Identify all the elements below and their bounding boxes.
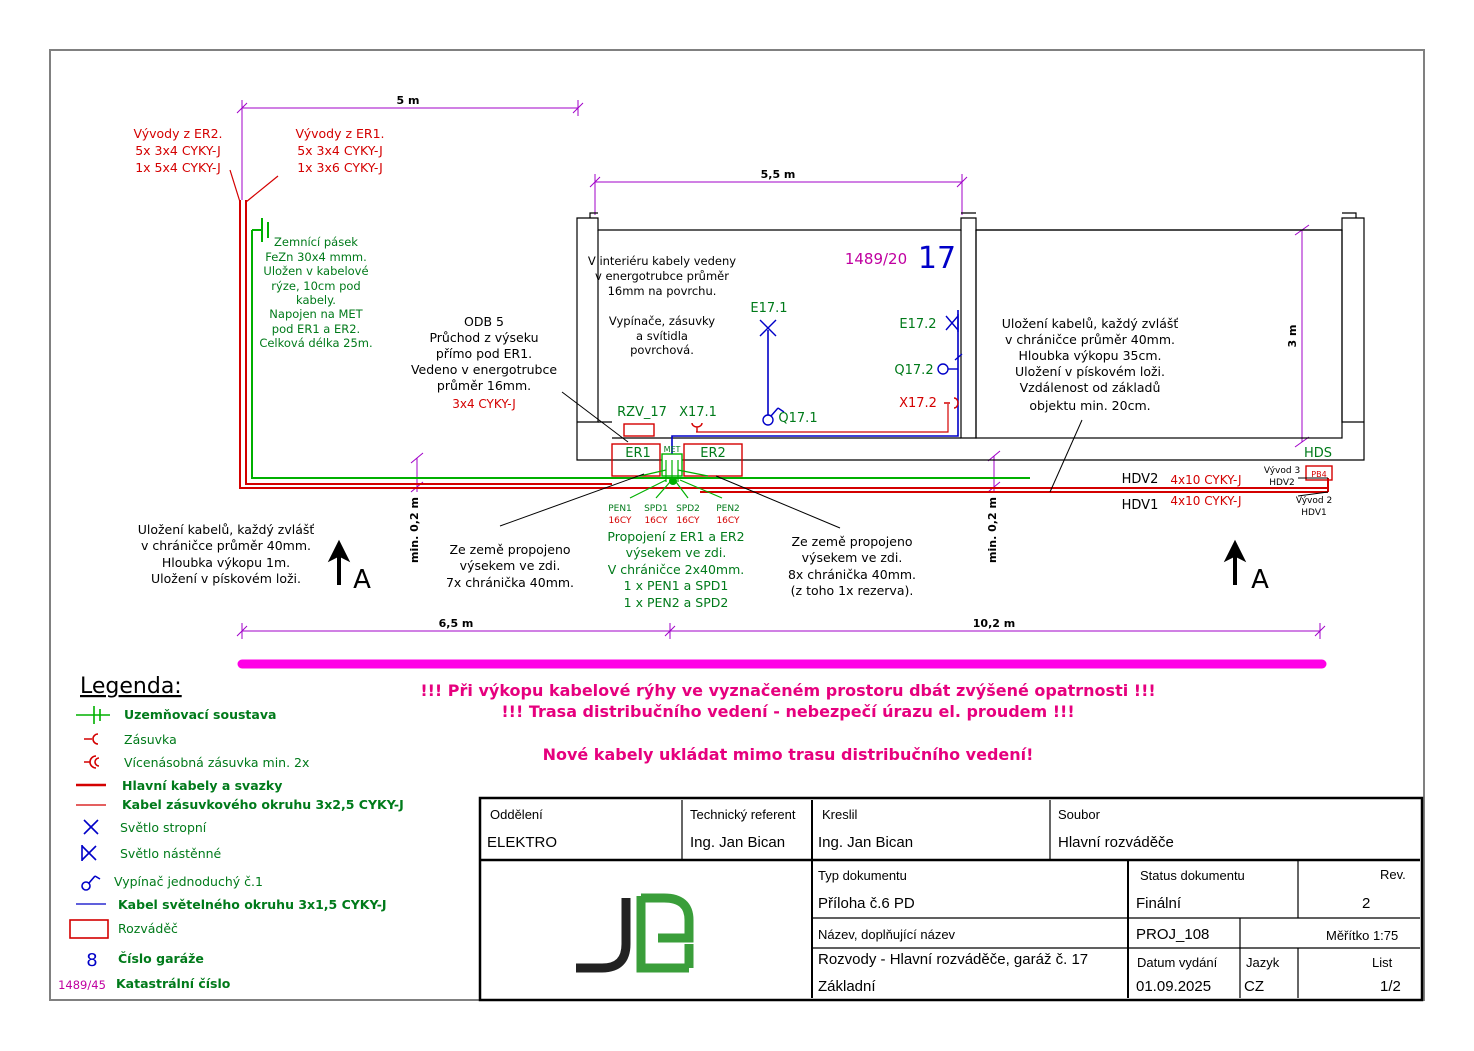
tb-datum-label: Datum vydání bbox=[1137, 955, 1218, 970]
tb-oddeleni: ELEKTRO bbox=[487, 834, 558, 851]
section-a-right-label: A bbox=[1251, 565, 1269, 595]
svg-text:Vývod 3: Vývod 3 bbox=[1263, 466, 1301, 476]
svg-text:Vývody z ER2.: Vývody z ER2. bbox=[133, 126, 223, 141]
svg-text:V interiéru kabely vedeny: V interiéru kabely vedeny bbox=[587, 254, 737, 268]
tb-typ: Příloha č.6 PD bbox=[818, 895, 915, 912]
svg-text:ODB 5: ODB 5 bbox=[464, 314, 504, 329]
svg-text:Rozváděč: Rozváděč bbox=[118, 921, 178, 936]
svg-text:kabely.: kabely. bbox=[296, 293, 336, 307]
svg-text:průměr 16mm.: průměr 16mm. bbox=[436, 378, 532, 393]
dim-3m: 3 m bbox=[1286, 324, 1299, 348]
svg-text:Hlavní kabely a svazky: Hlavní kabely a svazky bbox=[122, 778, 283, 793]
svg-text:1 x PEN1 a SPD1: 1 x PEN1 a SPD1 bbox=[623, 578, 729, 593]
warning-line-3: Nové kabely ukládat mimo trasu distribučního vedení! bbox=[542, 745, 1034, 764]
tb-kreslil-label: Kreslil bbox=[822, 807, 858, 822]
note-vyvody-er1 bbox=[295, 126, 384, 175]
tb-jazyk-label: Jazyk bbox=[1246, 955, 1280, 970]
tb-nazev1: Rozvody - Hlavní rozváděče, garáž č. 17 bbox=[818, 951, 1089, 968]
terminal-labels bbox=[608, 504, 740, 526]
svg-text:16CY: 16CY bbox=[676, 516, 700, 526]
svg-text:Číslo garáže: Číslo garáže bbox=[118, 951, 204, 966]
tb-typ-label: Typ dokumentu bbox=[818, 868, 907, 883]
svg-text:Celková délka 25m.: Celková délka 25m. bbox=[259, 336, 373, 350]
svg-text:výsekem ve zdi.: výsekem ve zdi. bbox=[459, 558, 561, 573]
note-odb5 bbox=[411, 314, 557, 393]
label-e17-2: E17.2 bbox=[899, 317, 937, 332]
svg-text:16CY: 16CY bbox=[608, 516, 632, 526]
svg-text:V chráničce 2x40mm.: V chráničce 2x40mm. bbox=[607, 562, 745, 577]
svg-text:8x chránička 40mm.: 8x chránička 40mm. bbox=[787, 567, 917, 582]
svg-text:SPD2: SPD2 bbox=[676, 504, 700, 514]
svg-text:7x chránička 40mm.: 7x chránička 40mm. bbox=[445, 575, 575, 590]
tb-list: 1/2 bbox=[1380, 978, 1401, 995]
svg-text:16mm na povrchu.: 16mm na povrchu. bbox=[607, 284, 717, 298]
label-hdv2: HDV2 bbox=[1121, 472, 1159, 487]
svg-text:Vypínače, zásuvky: Vypínače, zásuvky bbox=[608, 314, 716, 328]
legend-sample-parcel: 1489/45 bbox=[58, 978, 106, 992]
svg-text:PEN1: PEN1 bbox=[608, 504, 632, 514]
svg-text:Uložení v pískovém loži.: Uložení v pískovém loži. bbox=[151, 571, 301, 586]
tb-jazyk: CZ bbox=[1244, 978, 1264, 995]
tb-list-label: List bbox=[1372, 955, 1393, 970]
svg-text:Uložení kabelů, každý zvlášť: Uložení kabelů, každý zvlášť bbox=[1001, 316, 1179, 331]
svg-text:Průchod z výseku: Průchod z výseku bbox=[429, 330, 539, 345]
tb-oddeleni-label: Oddělení bbox=[490, 807, 543, 822]
label-met: MET bbox=[663, 445, 681, 454]
svg-text:PEN2: PEN2 bbox=[716, 504, 740, 514]
svg-text:1x 3x6 CYKY-J: 1x 3x6 CYKY-J bbox=[297, 160, 383, 175]
label-vyvod3 bbox=[1264, 466, 1300, 488]
svg-text:rýze, 10cm pod: rýze, 10cm pod bbox=[271, 279, 361, 293]
svg-text:Napojen na MET: Napojen na MET bbox=[269, 307, 363, 321]
svg-text:pod ER1 a ER2.: pod ER1 a ER2. bbox=[271, 322, 361, 336]
tb-status: Finální bbox=[1136, 895, 1182, 912]
tb-tech-label: Technický referent bbox=[690, 807, 796, 822]
svg-text:Uložení v pískovém loži.: Uložení v pískovém loži. bbox=[1015, 364, 1165, 379]
label-er2: ER2 bbox=[700, 446, 726, 461]
tb-meritko: Měřítko 1:75 bbox=[1326, 928, 1399, 943]
label-vyvod2 bbox=[1296, 496, 1332, 518]
svg-text:Propojení z ER1 a ER2: Propojení z ER1 a ER2 bbox=[607, 529, 745, 544]
note-right-room bbox=[1002, 316, 1179, 413]
garage-number: 17 bbox=[917, 241, 957, 276]
svg-text:1 x PEN2 a SPD2: 1 x PEN2 a SPD2 bbox=[623, 595, 729, 610]
svg-text:16CY: 16CY bbox=[716, 516, 740, 526]
tb-nazev-label: Název, doplňující název bbox=[818, 927, 956, 942]
legend-title: Legenda: bbox=[80, 674, 182, 699]
label-e17-1: E17.1 bbox=[750, 301, 788, 316]
svg-text:HDV2: HDV2 bbox=[1269, 478, 1295, 488]
tb-datum: 01.09.2025 bbox=[1136, 978, 1212, 995]
dim-min-right: min. 0,2 m bbox=[986, 497, 999, 563]
label-q17-2: Q17.2 bbox=[894, 363, 934, 378]
svg-text:výsekem ve zdi.: výsekem ve zdi. bbox=[801, 550, 903, 565]
tb-soubor-label: Soubor bbox=[1058, 807, 1100, 822]
label-pb: PB4 bbox=[1311, 470, 1327, 479]
svg-text:přímo pod ER1.: přímo pod ER1. bbox=[435, 346, 533, 361]
svg-text:Hloubka výkopu 1m.: Hloubka výkopu 1m. bbox=[161, 555, 291, 570]
svg-text:výsekem ve zdi.: výsekem ve zdi. bbox=[625, 545, 727, 560]
svg-text:Zásuvka: Zásuvka bbox=[124, 732, 177, 747]
warning-line-2: !!! Trasa distribučního vedení - nebezpečí úrazu el. proudem !!! bbox=[501, 702, 1075, 721]
note-propojeni bbox=[607, 529, 744, 610]
dim-10-2m: 10,2 m bbox=[972, 617, 1016, 630]
svg-text:Hloubka výkopu 35cm.: Hloubka výkopu 35cm. bbox=[1018, 348, 1162, 363]
svg-text:Vedeno v energotrubce: Vedeno v energotrubce bbox=[410, 362, 558, 377]
tb-kreslil: Ing. Jan Bican bbox=[818, 834, 914, 851]
warning-line-1: !!! Při výkopu kabelové rýhy ve vyznačeném prostoru dbát zvýšené opatrnosti !!! bbox=[420, 681, 1156, 700]
note-left-bottom bbox=[138, 522, 315, 586]
dim-5m: 5 m bbox=[396, 94, 420, 107]
svg-text:Vývody z ER1.: Vývody z ER1. bbox=[295, 126, 385, 141]
section-a-left-label: A bbox=[353, 565, 371, 595]
legend-items bbox=[114, 707, 404, 991]
svg-text:Zemnící pásek: Zemnící pásek bbox=[274, 235, 358, 249]
label-rzv17: RZV_17 bbox=[617, 405, 667, 420]
svg-text:Kabel zásuvkového okruhu 3x2,5: Kabel zásuvkového okruhu 3x2,5 CYKY-J bbox=[122, 797, 404, 812]
note-odb5-cable: 3x4 CYKY-J bbox=[452, 397, 516, 411]
label-hds: HDS bbox=[1303, 446, 1333, 461]
svg-text:Světlo nástěnné: Světlo nástěnné bbox=[120, 846, 222, 861]
tb-nazev2: Základní bbox=[818, 978, 876, 995]
svg-text:Ze země propojeno: Ze země propojeno bbox=[449, 542, 571, 557]
svg-text:Vývod 2: Vývod 2 bbox=[1295, 496, 1333, 506]
svg-text:5x 3x4 CYKY-J: 5x 3x4 CYKY-J bbox=[135, 143, 221, 158]
svg-text:v chráničce průměr 40mm.: v chráničce průměr 40mm. bbox=[1005, 332, 1175, 347]
dim-6-5m: 6,5 m bbox=[438, 617, 474, 630]
tb-soubor: Hlavní rozváděče bbox=[1058, 834, 1174, 851]
svg-text:Vypínač jednoduchý č.1: Vypínač jednoduchý č.1 bbox=[114, 874, 263, 889]
svg-text:Světlo stropní: Světlo stropní bbox=[120, 820, 207, 835]
label-er1: ER1 bbox=[625, 446, 651, 461]
svg-text:Katastrální číslo: Katastrální číslo bbox=[116, 976, 231, 991]
svg-text:v energotrubce průměr: v energotrubce průměr bbox=[595, 269, 729, 283]
label-x17-2: X17.2 bbox=[899, 396, 937, 411]
svg-text:FeZn 30x4 mmm.: FeZn 30x4 mmm. bbox=[265, 250, 367, 264]
svg-text:1x 5x4 CYKY-J: 1x 5x4 CYKY-J bbox=[135, 160, 221, 175]
svg-text:Uložen v kabelové: Uložen v kabelové bbox=[263, 264, 369, 278]
svg-text:SPD1: SPD1 bbox=[644, 504, 668, 514]
tb-rev: 2 bbox=[1362, 895, 1371, 912]
svg-text:a svítidla: a svítidla bbox=[636, 329, 688, 343]
svg-text:Vzdálenost od základů: Vzdálenost od základů bbox=[1019, 380, 1161, 395]
label-hdv1-cable: 4x10 CYKY-J bbox=[1170, 494, 1242, 508]
svg-text:povrchová.: povrchová. bbox=[630, 343, 694, 357]
svg-text:HDV1: HDV1 bbox=[1301, 508, 1327, 518]
svg-text:Vícenásobná zásuvka min. 2x: Vícenásobná zásuvka min. 2x bbox=[124, 755, 310, 770]
svg-text:Kabel světelného okruhu 3x1,5: Kabel světelného okruhu 3x1,5 CYKY-J bbox=[118, 897, 387, 912]
tb-status-label: Status dokumentu bbox=[1140, 868, 1245, 883]
tb-proj: PROJ_108 bbox=[1136, 926, 1210, 943]
legend-sample-number: 8 bbox=[86, 950, 98, 971]
note-zeme-left bbox=[446, 542, 574, 590]
svg-text:Uložení kabelů, každý zvlášť: Uložení kabelů, každý zvlášť bbox=[137, 522, 315, 537]
note-zeme-right bbox=[788, 534, 916, 598]
note-interior bbox=[588, 254, 736, 357]
note-zemnici bbox=[259, 235, 372, 350]
svg-text:objektu min. 20cm.: objektu min. 20cm. bbox=[1029, 398, 1151, 413]
svg-text:5x 3x4 CYKY-J: 5x 3x4 CYKY-J bbox=[297, 143, 383, 158]
garage-parcel: 1489/20 bbox=[844, 250, 908, 268]
label-q17-1: Q17.1 bbox=[778, 411, 818, 426]
label-x17-1: X17.1 bbox=[679, 405, 717, 420]
label-hdv2-cable: 4x10 CYKY-J bbox=[1170, 473, 1242, 487]
svg-text:16CY: 16CY bbox=[644, 516, 668, 526]
note-vyvody-er2 bbox=[133, 126, 222, 175]
svg-text:Uzemňovací soustava: Uzemňovací soustava bbox=[124, 707, 277, 722]
tb-rev-label: Rev. bbox=[1380, 867, 1406, 882]
dim-5-5m: 5,5 m bbox=[760, 168, 796, 181]
svg-text:v chráničce průměr 40mm.: v chráničce průměr 40mm. bbox=[141, 538, 311, 553]
svg-text:Ze země propojeno: Ze země propojeno bbox=[791, 534, 913, 549]
svg-text:(z toho 1x rezerva).: (z toho 1x rezerva). bbox=[790, 583, 914, 598]
dim-min-left: min. 0,2 m bbox=[408, 497, 421, 563]
label-hdv1: HDV1 bbox=[1121, 498, 1159, 513]
tb-tech: Ing. Jan Bican bbox=[690, 834, 786, 851]
